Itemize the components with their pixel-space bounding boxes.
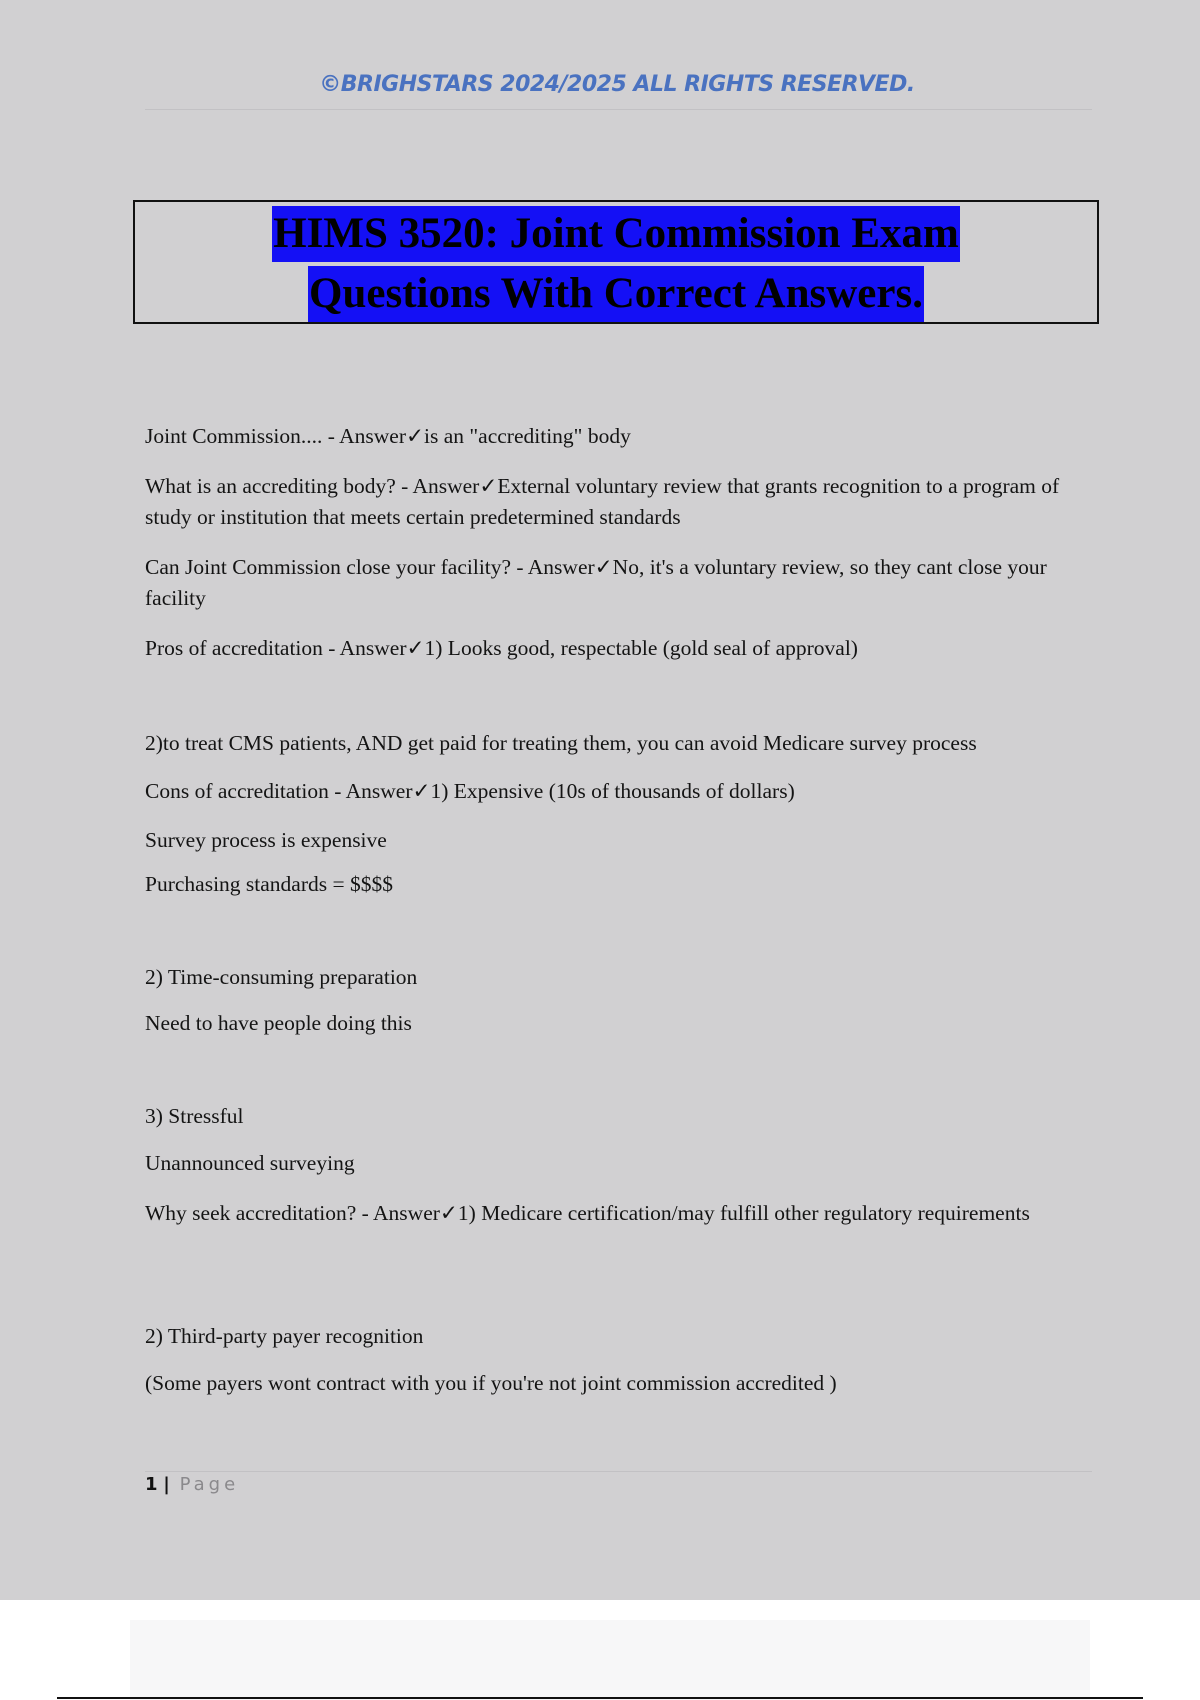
qa-paragraph-6: Cons of accreditation - Answer✓1) Expensive (10s of thousands of dollars) — [145, 779, 795, 803]
qa-paragraph-7: Survey process is expensive — [145, 828, 387, 852]
qa-paragraph-15: (Some payers wont contract with you if you're not joint commission accredited ) — [145, 1371, 837, 1395]
next-page-preview — [130, 1620, 1090, 1700]
page-separator: | — [163, 1474, 170, 1495]
qa-paragraph-13: Why seek accreditation? - Answer✓1) Medicare certification/may fulfill other regulatory requirements — [145, 1201, 1030, 1225]
page-number: 1 — [145, 1474, 158, 1495]
qa-paragraph-1: Joint Commission.... - Answer✓is an "accrediting" body — [145, 424, 631, 448]
copyright-header: ©BRIGHSTARS 2024/2025 ALL RIGHTS RESERVED. — [319, 72, 915, 97]
title-box — [133, 200, 1099, 324]
page-footer — [145, 1474, 239, 1495]
qa-paragraph-12: Unannounced surveying — [145, 1151, 355, 1175]
qa-paragraph-8: Purchasing standards = $$$$ — [145, 872, 393, 896]
qa-paragraph-9: 2) Time-consuming preparation — [145, 965, 418, 989]
page-label: Page — [179, 1474, 240, 1495]
qa-paragraph-5: 2)to treat CMS patients, AND get paid for treating them, you can avoid Medicare survey process — [145, 731, 977, 755]
header-divider — [145, 109, 1092, 110]
title-line-1: HIMS 3520: Joint Commission Exam — [272, 206, 960, 262]
next-page-rule — [57, 1697, 1143, 1699]
qa-paragraph-4: Pros of accreditation - Answer✓1) Looks good, respectable (gold seal of approval) — [145, 636, 858, 660]
qa-paragraph-14: 2) Third-party payer recognition — [145, 1324, 424, 1348]
footer-divider — [145, 1471, 1092, 1472]
qa-paragraph-3: Can Joint Commission close your facility? - Answer✓No, it's a voluntary review, so they cant close your facility — [145, 555, 1047, 610]
qa-paragraph-10: Need to have people doing this — [145, 1011, 412, 1035]
qa-paragraph-2: What is an accrediting body? - Answer✓External voluntary review that grants recognition to a program of study or institution that meets certain predetermined standards — [145, 474, 1060, 529]
qa-paragraph-11: 3) Stressful — [145, 1104, 244, 1128]
title-line-2: Questions With Correct Answers. — [308, 266, 924, 322]
